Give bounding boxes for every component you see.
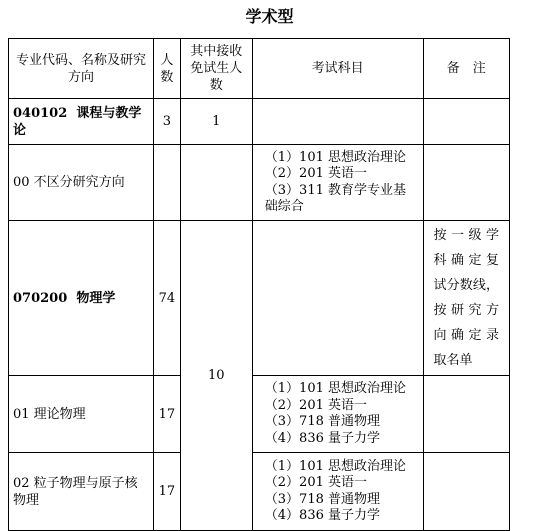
note-cell: [423, 99, 509, 145]
note-line: 向确定录: [433, 328, 499, 343]
header-exempt: 其中接收免试生人数: [180, 39, 252, 99]
note-line: 试分数线，: [433, 278, 499, 293]
subjects-cell: [252, 145, 423, 221]
subject-item: （3）718 普通物理: [264, 414, 380, 429]
note-cell: [423, 453, 509, 531]
subject-item: （2）201 英语一: [264, 166, 367, 181]
subjects-cell: [252, 221, 423, 376]
major-code: 070200: [13, 290, 68, 306]
subjects-cell: [252, 376, 423, 453]
subject-item: （2）201 英语一: [264, 475, 367, 490]
major-cell: 01 理论物理: [9, 376, 154, 453]
count-cell: 17: [154, 376, 181, 453]
note-cell: [423, 376, 509, 453]
count-cell: 74: [154, 221, 181, 376]
note-cell: [423, 221, 509, 376]
note-line: 按研究方: [433, 303, 499, 318]
subject-item: （3）311 教育学专业基础综合: [264, 182, 406, 214]
major-cell: 02 粒子物理与原子核物理: [9, 453, 154, 531]
subject-item: （4）836 量子力学: [264, 430, 380, 446]
table-row: [9, 99, 510, 145]
subject-item: （1）101 思想政治理论: [264, 458, 406, 474]
note-line: 按一级学: [433, 228, 499, 243]
major-cell: 00 不区分研究方向: [9, 145, 154, 221]
subject-item: （2）201 英语一: [264, 397, 367, 413]
subjects-cell: [252, 99, 423, 145]
note-cell: [423, 145, 509, 221]
exempt-cell: 10: [180, 221, 252, 531]
exempt-cell: 1: [180, 99, 252, 145]
table-row: [9, 376, 510, 453]
subject-item: （4）836 量子力学: [264, 508, 380, 523]
table-header-row: [9, 39, 510, 99]
note-line: 科确定复: [433, 253, 499, 268]
header-note: 备 注: [423, 39, 509, 99]
subject-item: （1）101 思想政治理论: [264, 149, 406, 165]
admissions-table: [8, 38, 510, 531]
header-major: 专业代码、名称及研究方向: [9, 39, 154, 99]
note-line: 取名单: [433, 353, 473, 368]
count-cell: 17: [154, 453, 181, 531]
table-row: [9, 453, 510, 531]
major-code: 040102: [13, 105, 68, 121]
major-cell: [9, 221, 154, 376]
subject-item: （1）101 思想政治理论: [264, 381, 406, 396]
header-count: 人数: [154, 39, 181, 99]
table-row: [9, 145, 510, 221]
subject-item: （3）718 普通物理: [264, 491, 380, 507]
major-cell: [9, 99, 154, 145]
page-title: 学术型: [245, 7, 294, 26]
major-name: 物理学: [76, 290, 116, 306]
subjects-cell: [252, 453, 423, 531]
table-row: [9, 221, 510, 376]
exempt-cell: [180, 145, 252, 221]
major-name: 课程与教学论: [13, 105, 142, 138]
count-cell: [154, 145, 181, 221]
count-cell: 3: [154, 99, 181, 145]
header-subjects: 考试科目: [252, 39, 423, 99]
